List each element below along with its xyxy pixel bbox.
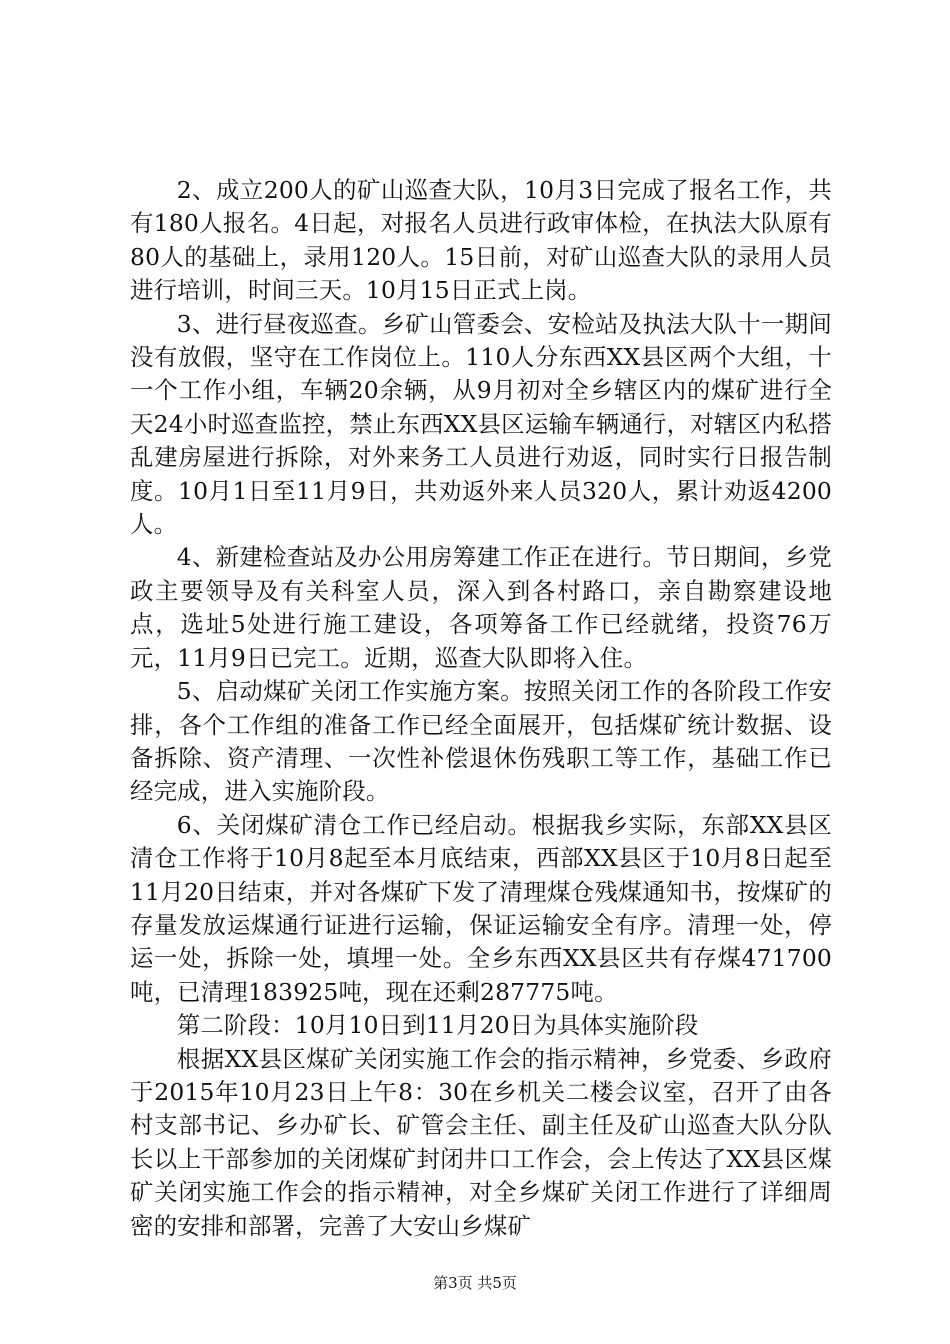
paragraph-item-3: 3、进行昼夜巡查。乡矿山管委会、安检站及执法大队十一期间没有放假，坚守在工作岗位上。110人分东西XX县区两个大组，十一个工作小组，车辆20余辆，从9月初对全乡辖区内的煤矿进行全天24小时巡查监控，禁止东西XX县区运输车辆通行，对辖区内私搭乱建房屋进行拆除，对外来务工人员进行劝返，同时实行日报告制度。10月1日至11月9日，共劝返外来人员320人，累计劝返4200人。	[130, 309, 832, 539]
paragraph-item-6: 6、关闭煤矿清仓工作已经启动。根据我乡实际，东部XX县区清仓工作将于10月8起至本月底结束，西部XX县区于10月8日起至11月20日结束，并对各煤矿下发了清理煤仓残煤通知书，按煤矿的存量发放运煤通行证进行运输，保证运输安全有序。清理一处，停运一处，拆除一处，填埋一处。全乡东西XX县区共有存煤471700吨，已清理183925吨，现在还剩287775吨。	[130, 810, 832, 1006]
paragraph-item-5: 5、启动煤矿关闭工作实施方案。按照关闭工作的各阶段工作安排，各个工作组的准备工作已经全面展开，包括煤矿统计数据、设备拆除、资产清理、一次性补偿退休伤残职工等工作，基础工作已经完成，进入实施阶段。	[130, 677, 832, 806]
document-body	[130, 174, 832, 1243]
paragraph-item-2: 2、成立200人的矿山巡查大队，10月3日完成了报名工作，共有180人报名。4日起，对报名人员进行政审体检，在执法大队原有80人的基础上，录用120人。15日前，对矿山巡查大队的录用人员进行培训，时间三天。10月15日正式上岗。	[130, 176, 832, 305]
page-number-footer: 第3页 共5页	[433, 1274, 517, 1292]
section-heading-stage-two: 第二阶段：10月10日到11月20日为具体实施阶段	[176, 1011, 699, 1040]
paragraph-meeting: 根据XX县区煤矿关闭实施工作会的指示精神，乡党委、乡政府于2015年10月23日上午8：30在乡机关二楼会议室，召开了由各村支部书记、乡办矿长、矿管会主任、副主任及矿山巡查大队分队长以上干部参加的关闭煤矿封闭井口工作会，会上传达了XX县区煤矿关闭实施工作会的指示精神，对全乡煤矿关闭工作进行了详细周密的安排和部署，完善了大安山乡煤矿	[130, 1044, 832, 1240]
paragraph-item-4: 4、新建检查站及办公用房筹建工作正在进行。节日期间，乡党政主要领导及有关科室人员，深入到各村路口，亲自勘察建设地点，选址5处进行施工建设，各项筹备工作已经就绪，投资76万元，11月9日已完工。近期，巡查大队即将入住。	[130, 543, 832, 672]
